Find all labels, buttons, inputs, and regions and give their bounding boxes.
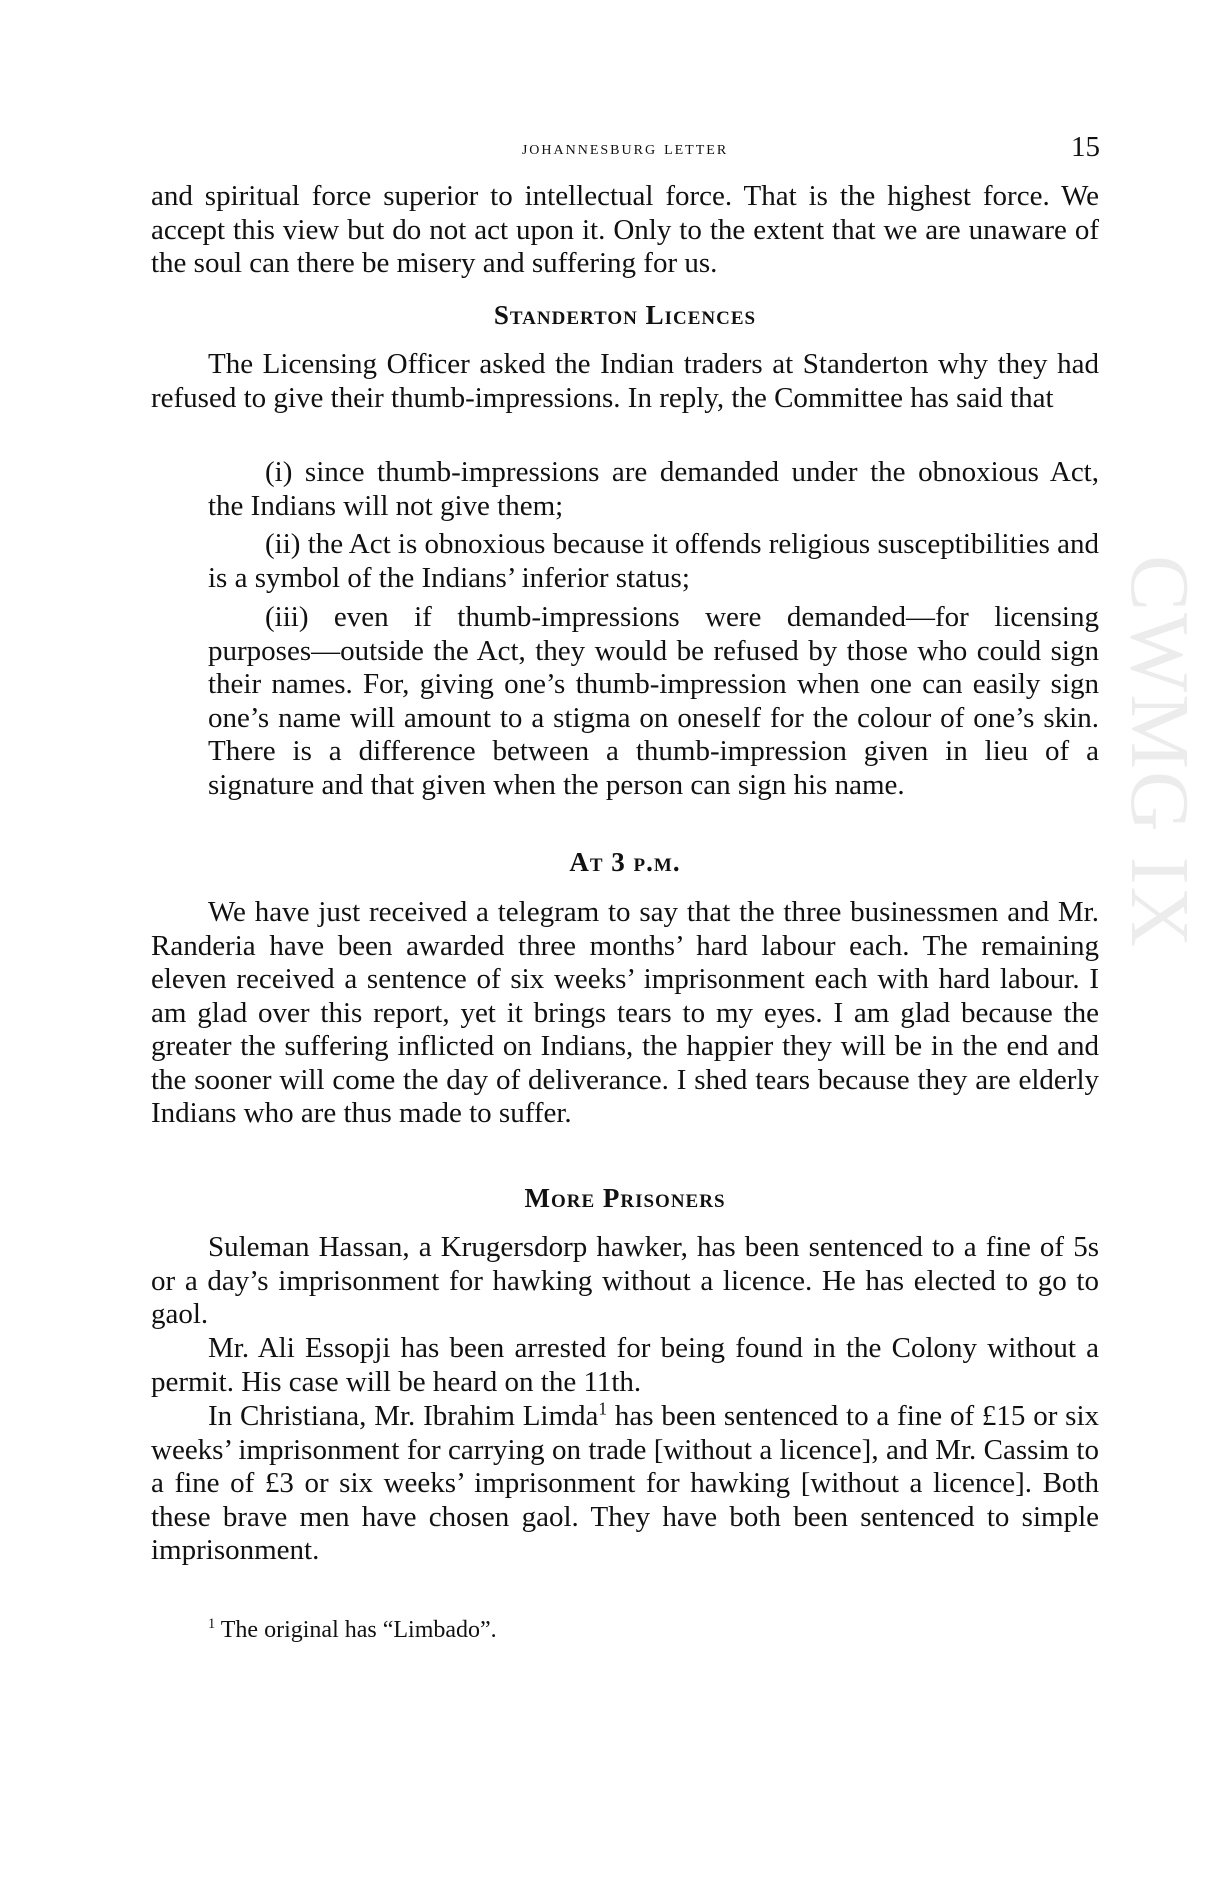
footnote-text: The original has “Limbado”. [215, 1617, 497, 1643]
opening-paragraph: and spiritual force superior to intellectual force. That is the highest force. We accept this view but do not act upon it. Only to the extent that we are unaware of the soul can there be misery and suffering for us. [151, 180, 1099, 279]
watermark [1113, 555, 1206, 1345]
list-item-i: (i) since thumb-impressions are demanded under the obnoxious Act, the Indians will not give them; [208, 456, 1099, 522]
heading-at-3-pm: At 3 p.m. [569, 847, 681, 877]
paragraph-3-rest: has been sentenced to a fine of £15 or six weeks’ imprisonment for carrying on trade [without a licence], and Mr. Cassim to a fine of £3 or six weeks’ imprisonment for hawking [without a licence]. Both these brave men have chosen gaol. They have both been sentenced to simple imprisonment. [151, 1400, 1100, 1566]
watermark-text: CWMG IX [1113, 555, 1206, 950]
standerton-intro-paragraph: The Licensing Officer asked the Indian traders at Standerton why they had refused to give their thumb-impressions. In reply, the Committee has said that [151, 348, 1099, 414]
running-head [150, 131, 1100, 167]
footnote-reference[interactable]: 1 [598, 1398, 608, 1419]
running-title: johannesburg letter [521, 137, 729, 159]
prisoners-paragraph-3 [151, 1400, 1099, 1568]
telegram-paragraph: We have just received a telegram to say that the three businessmen and Mr. Randeria have been awarded three months’ hard labour each. The remaining eleven received a sentence of six weeks’ imprisonment each with hard labour. I am glad over this report, yet it brings tears to my eyes. I am glad because the greater the suffering inflicted on Indians, the happier they will be in the end and the sooner will come the day of deliverance. I shed tears because they are elderly Indians who are thus made to suffer. [151, 896, 1099, 1129]
heading-more-prisoners: More Prisoners [524, 1183, 726, 1213]
footnote-marker: 1 [208, 1616, 216, 1632]
list-item-ii: (ii) the Act is obnoxious because it offends religious susceptibilities and is a symbol of the Indians’ inferior status; [208, 528, 1099, 594]
prisoners-paragraph-1: Suleman Hassan, a Krugersdorp hawker, has been sentenced to a fine of 5s or a day’s imprisonment for hawking without a licence. He has elected to go to gaol. [151, 1231, 1099, 1330]
page-number: 15 [1071, 131, 1100, 163]
list-item-iii: (iii) even if thumb-impressions were demanded—for licensing purposes—outside the Act, they would be refused by those who could sign their names. For, giving one’s thumb-impression when one can easily sign one’s name will amount to a stigma on oneself for the colour of one’s skin. There is a difference between a thumb-impression given in lieu of a signature and that given when the person can sign his name. [208, 601, 1099, 801]
footnote [208, 1617, 497, 1644]
heading-standerton-licences: Standerton Licences [493, 300, 757, 330]
paragraph-3-start: In Christiana, Mr. Ibrahim Limda [208, 1400, 599, 1432]
prisoners-paragraph-2: Mr. Ali Essopji has been arrested for being found in the Colony without a permit. His case will be heard on the 11th. [151, 1332, 1099, 1398]
